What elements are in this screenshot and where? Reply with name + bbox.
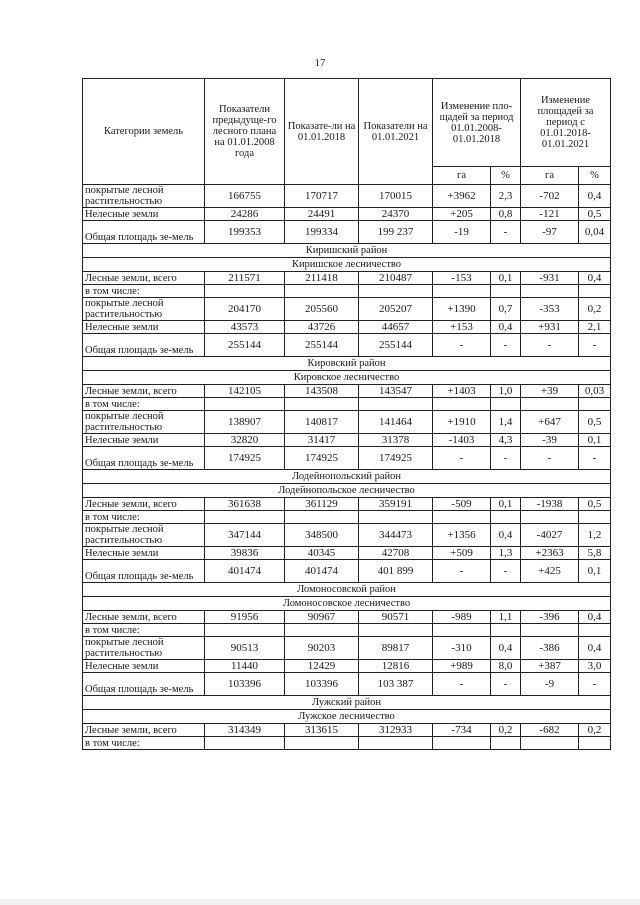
cell-v2008: 347144 bbox=[205, 524, 285, 547]
cell-v2018: 90203 bbox=[285, 637, 359, 660]
cell-d2: -39 bbox=[521, 434, 579, 447]
cell-v2008: 24286 bbox=[205, 208, 285, 221]
cell-v2018: 361129 bbox=[285, 498, 359, 511]
table-row bbox=[83, 208, 611, 221]
section-row bbox=[83, 710, 611, 724]
row-label: Нелесные земли bbox=[83, 660, 205, 673]
section-row bbox=[83, 583, 611, 597]
cell-d2 bbox=[521, 737, 579, 750]
cell-d2 bbox=[521, 511, 579, 524]
cell-d1 bbox=[433, 737, 491, 750]
cell-v2008: 401474 bbox=[205, 560, 285, 583]
cell-v2008 bbox=[205, 624, 285, 637]
header-unit-pct: % bbox=[579, 167, 611, 185]
cell-v2018: 103396 bbox=[285, 673, 359, 696]
cell-d1: +509 bbox=[433, 547, 491, 560]
table-row bbox=[83, 272, 611, 285]
cell-d1: -310 bbox=[433, 637, 491, 660]
cell-v2018: 211418 bbox=[285, 272, 359, 285]
row-label: в том числе: bbox=[83, 285, 205, 298]
cell-p1: 0,4 bbox=[491, 524, 521, 547]
row-label: Общая площадь зе-мель bbox=[83, 673, 205, 696]
cell-v2018 bbox=[285, 737, 359, 750]
cell-p2: 5,8 bbox=[579, 547, 611, 560]
cell-p1: 1,1 bbox=[491, 611, 521, 624]
section-title: Лодейнопольское лесничество bbox=[83, 484, 611, 498]
cell-p1: - bbox=[491, 447, 521, 470]
cell-p1: 0,1 bbox=[491, 498, 521, 511]
cell-v2021: 143547 bbox=[359, 385, 433, 398]
cell-v2021: 344473 bbox=[359, 524, 433, 547]
cell-d2 bbox=[521, 285, 579, 298]
cell-p1: 4,3 bbox=[491, 434, 521, 447]
cell-v2008: 39836 bbox=[205, 547, 285, 560]
cell-p2: 2,1 bbox=[579, 321, 611, 334]
cell-p2: 0,2 bbox=[579, 298, 611, 321]
cell-p1: - bbox=[491, 560, 521, 583]
section-title: Ломоносовское лесничество bbox=[83, 597, 611, 611]
table-row bbox=[83, 185, 611, 208]
table-row bbox=[83, 298, 611, 321]
cell-p2: 0,5 bbox=[579, 208, 611, 221]
row-label: покрытые лесной растительностью bbox=[83, 524, 205, 547]
cell-p1: 1,0 bbox=[491, 385, 521, 398]
cell-d2: -702 bbox=[521, 185, 579, 208]
cell-p1 bbox=[491, 398, 521, 411]
cell-d1: -509 bbox=[433, 498, 491, 511]
cell-d2: - bbox=[521, 334, 579, 357]
section-row bbox=[83, 258, 611, 272]
cell-v2008: 11440 bbox=[205, 660, 285, 673]
cell-v2021: 24370 bbox=[359, 208, 433, 221]
cell-p1: 0,1 bbox=[491, 272, 521, 285]
table-row bbox=[83, 334, 611, 357]
section-row bbox=[83, 484, 611, 498]
cell-v2021: 199 237 bbox=[359, 221, 433, 244]
row-label: покрытые лесной растительностью bbox=[83, 298, 205, 321]
cell-p1: 8,0 bbox=[491, 660, 521, 673]
cell-d1: +1356 bbox=[433, 524, 491, 547]
cell-p2: - bbox=[579, 447, 611, 470]
cell-v2008: 103396 bbox=[205, 673, 285, 696]
cell-v2018 bbox=[285, 398, 359, 411]
cell-v2008: 255144 bbox=[205, 334, 285, 357]
row-label: Общая площадь зе-мель bbox=[83, 560, 205, 583]
header-change-2008-2018: Изменение пло-щадей за период 01.01.2008-01.01.2018 bbox=[433, 79, 521, 167]
cell-v2021 bbox=[359, 285, 433, 298]
cell-v2021: 89817 bbox=[359, 637, 433, 660]
scan-edge bbox=[0, 899, 640, 905]
row-label: Общая площадь зе-мель bbox=[83, 334, 205, 357]
cell-d1: - bbox=[433, 673, 491, 696]
cell-v2008: 211571 bbox=[205, 272, 285, 285]
header-category: Категории земель bbox=[83, 79, 205, 185]
cell-v2021: 210487 bbox=[359, 272, 433, 285]
section-row bbox=[83, 244, 611, 258]
table-row bbox=[83, 624, 611, 637]
cell-p1: 1,3 bbox=[491, 547, 521, 560]
cell-p1: 1,4 bbox=[491, 411, 521, 434]
cell-p2: 0,1 bbox=[579, 434, 611, 447]
section-title: Киришский район bbox=[83, 244, 611, 258]
section-title: Лужский район bbox=[83, 696, 611, 710]
cell-p2: 3,0 bbox=[579, 660, 611, 673]
cell-p2: - bbox=[579, 334, 611, 357]
cell-v2018: 401474 bbox=[285, 560, 359, 583]
cell-v2021: 12816 bbox=[359, 660, 433, 673]
table-row bbox=[83, 524, 611, 547]
cell-p2: 0,4 bbox=[579, 611, 611, 624]
table-row bbox=[83, 737, 611, 750]
section-row bbox=[83, 470, 611, 484]
cell-p2 bbox=[579, 398, 611, 411]
table-row bbox=[83, 285, 611, 298]
row-label: в том числе: bbox=[83, 737, 205, 750]
table-row bbox=[83, 660, 611, 673]
cell-v2008 bbox=[205, 737, 285, 750]
cell-v2021: 401 899 bbox=[359, 560, 433, 583]
cell-v2018: 40345 bbox=[285, 547, 359, 560]
row-label: Лесные земли, всего bbox=[83, 385, 205, 398]
cell-v2018: 174925 bbox=[285, 447, 359, 470]
row-label: Лесные земли, всего bbox=[83, 498, 205, 511]
cell-p1: 0,8 bbox=[491, 208, 521, 221]
table-row bbox=[83, 498, 611, 511]
cell-v2008: 199353 bbox=[205, 221, 285, 244]
cell-p2 bbox=[579, 737, 611, 750]
cell-v2008: 90513 bbox=[205, 637, 285, 660]
cell-v2008: 138907 bbox=[205, 411, 285, 434]
cell-p2 bbox=[579, 624, 611, 637]
cell-d2: -9 bbox=[521, 673, 579, 696]
cell-d2: +2363 bbox=[521, 547, 579, 560]
cell-d2: -682 bbox=[521, 724, 579, 737]
row-label: Нелесные земли bbox=[83, 434, 205, 447]
cell-v2018: 143508 bbox=[285, 385, 359, 398]
cell-v2021 bbox=[359, 511, 433, 524]
row-label: покрытые лесной растительностью bbox=[83, 637, 205, 660]
cell-v2008 bbox=[205, 398, 285, 411]
section-title: Киришское лесничество bbox=[83, 258, 611, 272]
cell-d1: -734 bbox=[433, 724, 491, 737]
cell-d2: -97 bbox=[521, 221, 579, 244]
cell-d2: +387 bbox=[521, 660, 579, 673]
section-title: Лодейнопольский район bbox=[83, 470, 611, 484]
cell-v2021: 90571 bbox=[359, 611, 433, 624]
table-row bbox=[83, 637, 611, 660]
cell-d1: - bbox=[433, 334, 491, 357]
section-row bbox=[83, 371, 611, 385]
row-label: в том числе: bbox=[83, 511, 205, 524]
page-number: 17 bbox=[314, 57, 326, 69]
cell-d2: -386 bbox=[521, 637, 579, 660]
row-label: Общая площадь зе-мель bbox=[83, 221, 205, 244]
cell-v2018: 313615 bbox=[285, 724, 359, 737]
cell-d1 bbox=[433, 624, 491, 637]
cell-d2: -1938 bbox=[521, 498, 579, 511]
cell-d2: +425 bbox=[521, 560, 579, 583]
table-row bbox=[83, 511, 611, 524]
cell-p1 bbox=[491, 285, 521, 298]
cell-v2018 bbox=[285, 511, 359, 524]
cell-d1: +3962 bbox=[433, 185, 491, 208]
cell-d2 bbox=[521, 624, 579, 637]
table-row bbox=[83, 673, 611, 696]
cell-d1: - bbox=[433, 447, 491, 470]
table-row bbox=[83, 447, 611, 470]
cell-v2018: 90967 bbox=[285, 611, 359, 624]
cell-v2018: 43726 bbox=[285, 321, 359, 334]
cell-d2: -4027 bbox=[521, 524, 579, 547]
cell-p2: 0,03 bbox=[579, 385, 611, 398]
table-row bbox=[83, 611, 611, 624]
cell-v2021: 44657 bbox=[359, 321, 433, 334]
land-categories-table bbox=[82, 78, 611, 750]
section-title: Ломоносовской район bbox=[83, 583, 611, 597]
cell-v2021: 141464 bbox=[359, 411, 433, 434]
cell-p1: - bbox=[491, 673, 521, 696]
section-title: Кировский район bbox=[83, 357, 611, 371]
section-row bbox=[83, 597, 611, 611]
cell-v2018: 348500 bbox=[285, 524, 359, 547]
cell-p2: 0,4 bbox=[579, 272, 611, 285]
cell-v2021: 170015 bbox=[359, 185, 433, 208]
cell-v2018: 170717 bbox=[285, 185, 359, 208]
cell-d1: +205 bbox=[433, 208, 491, 221]
cell-d1 bbox=[433, 398, 491, 411]
cell-p2: 1,2 bbox=[579, 524, 611, 547]
table-row bbox=[83, 434, 611, 447]
cell-d2: +39 bbox=[521, 385, 579, 398]
row-label: Лесные земли, всего bbox=[83, 272, 205, 285]
cell-d1: +153 bbox=[433, 321, 491, 334]
row-label: в том числе: bbox=[83, 624, 205, 637]
cell-v2018: 140817 bbox=[285, 411, 359, 434]
cell-v2021: 174925 bbox=[359, 447, 433, 470]
cell-v2021: 42708 bbox=[359, 547, 433, 560]
header-unit-ha: га bbox=[433, 167, 491, 185]
cell-d1 bbox=[433, 285, 491, 298]
row-label: покрытые лесной растительностью bbox=[83, 185, 205, 208]
table-row bbox=[83, 221, 611, 244]
table-row bbox=[83, 560, 611, 583]
table-body bbox=[83, 185, 611, 750]
cell-v2008 bbox=[205, 511, 285, 524]
cell-v2018: 199334 bbox=[285, 221, 359, 244]
cell-p2: 0,5 bbox=[579, 498, 611, 511]
section-title: Лужское лесничество bbox=[83, 710, 611, 724]
cell-d2: +931 bbox=[521, 321, 579, 334]
row-label: Нелесные земли bbox=[83, 208, 205, 221]
header-change-2018-2021: Изменение площадей за период с 01.01.2018-01.01.2021 bbox=[521, 79, 611, 167]
cell-v2018: 205560 bbox=[285, 298, 359, 321]
cell-v2021 bbox=[359, 624, 433, 637]
header-on-2018: Показате-ли на 01.01.2018 bbox=[285, 79, 359, 185]
cell-v2018 bbox=[285, 285, 359, 298]
cell-v2008: 174925 bbox=[205, 447, 285, 470]
cell-p2: 0,2 bbox=[579, 724, 611, 737]
cell-v2008: 204170 bbox=[205, 298, 285, 321]
cell-d1: +1390 bbox=[433, 298, 491, 321]
cell-v2021: 312933 bbox=[359, 724, 433, 737]
row-label: Лесные земли, всего bbox=[83, 724, 205, 737]
cell-d1: -153 bbox=[433, 272, 491, 285]
cell-v2021 bbox=[359, 398, 433, 411]
cell-d1: +989 bbox=[433, 660, 491, 673]
cell-p1: - bbox=[491, 334, 521, 357]
cell-d2: +647 bbox=[521, 411, 579, 434]
cell-v2008: 91956 bbox=[205, 611, 285, 624]
row-label: в том числе: bbox=[83, 398, 205, 411]
cell-d2 bbox=[521, 398, 579, 411]
cell-d1: -1403 bbox=[433, 434, 491, 447]
cell-p1 bbox=[491, 737, 521, 750]
table-row bbox=[83, 398, 611, 411]
row-label: Нелесные земли bbox=[83, 321, 205, 334]
cell-v2008: 142105 bbox=[205, 385, 285, 398]
table-row bbox=[83, 321, 611, 334]
cell-v2021: 103 387 bbox=[359, 673, 433, 696]
cell-d1: +1910 bbox=[433, 411, 491, 434]
table-row bbox=[83, 724, 611, 737]
cell-d1 bbox=[433, 511, 491, 524]
cell-v2018: 12429 bbox=[285, 660, 359, 673]
cell-p2: - bbox=[579, 673, 611, 696]
row-label: Лесные земли, всего bbox=[83, 611, 205, 624]
cell-v2018 bbox=[285, 624, 359, 637]
cell-p2: 0,4 bbox=[579, 185, 611, 208]
cell-p1 bbox=[491, 511, 521, 524]
cell-d1: +1403 bbox=[433, 385, 491, 398]
cell-v2021: 359191 bbox=[359, 498, 433, 511]
table-row bbox=[83, 385, 611, 398]
cell-d2: -396 bbox=[521, 611, 579, 624]
cell-v2021: 255144 bbox=[359, 334, 433, 357]
cell-p1: - bbox=[491, 221, 521, 244]
cell-d2: -121 bbox=[521, 208, 579, 221]
cell-d1: - bbox=[433, 560, 491, 583]
cell-p1: 2,3 bbox=[491, 185, 521, 208]
cell-p1 bbox=[491, 624, 521, 637]
header-on-2021: Показатели на 01.01.2021 bbox=[359, 79, 433, 185]
section-row bbox=[83, 357, 611, 371]
header-unit-pct: % bbox=[491, 167, 521, 185]
cell-d1: -989 bbox=[433, 611, 491, 624]
cell-v2008: 314349 bbox=[205, 724, 285, 737]
cell-p2 bbox=[579, 511, 611, 524]
cell-p1: 0,7 bbox=[491, 298, 521, 321]
cell-d2: -931 bbox=[521, 272, 579, 285]
table-row bbox=[83, 411, 611, 434]
cell-v2008: 166755 bbox=[205, 185, 285, 208]
cell-v2021: 205207 bbox=[359, 298, 433, 321]
row-label: покрытые лесной растительностью bbox=[83, 411, 205, 434]
cell-v2008: 32820 bbox=[205, 434, 285, 447]
row-label: Нелесные земли bbox=[83, 547, 205, 560]
cell-p2 bbox=[579, 285, 611, 298]
cell-v2021 bbox=[359, 737, 433, 750]
cell-p1: 0,4 bbox=[491, 637, 521, 660]
cell-v2008 bbox=[205, 285, 285, 298]
cell-p2: 0,4 bbox=[579, 637, 611, 660]
cell-v2008: 43573 bbox=[205, 321, 285, 334]
cell-p2: 0,5 bbox=[579, 411, 611, 434]
header-unit-ha: га bbox=[521, 167, 579, 185]
header-prev-plan: Показатели предыдуще-го лесного плана на 01.01.2008 года bbox=[205, 79, 285, 185]
cell-d1: -19 bbox=[433, 221, 491, 244]
cell-v2018: 31417 bbox=[285, 434, 359, 447]
cell-v2021: 31378 bbox=[359, 434, 433, 447]
cell-d2: - bbox=[521, 447, 579, 470]
cell-p2: 0,1 bbox=[579, 560, 611, 583]
table-row bbox=[83, 547, 611, 560]
cell-v2018: 255144 bbox=[285, 334, 359, 357]
cell-p1: 0,4 bbox=[491, 321, 521, 334]
cell-v2018: 24491 bbox=[285, 208, 359, 221]
cell-p1: 0,2 bbox=[491, 724, 521, 737]
cell-d2: -353 bbox=[521, 298, 579, 321]
cell-p2: 0,04 bbox=[579, 221, 611, 244]
section-row bbox=[83, 696, 611, 710]
cell-v2008: 361638 bbox=[205, 498, 285, 511]
row-label: Общая площадь зе-мель bbox=[83, 447, 205, 470]
section-title: Кировское лесничество bbox=[83, 371, 611, 385]
